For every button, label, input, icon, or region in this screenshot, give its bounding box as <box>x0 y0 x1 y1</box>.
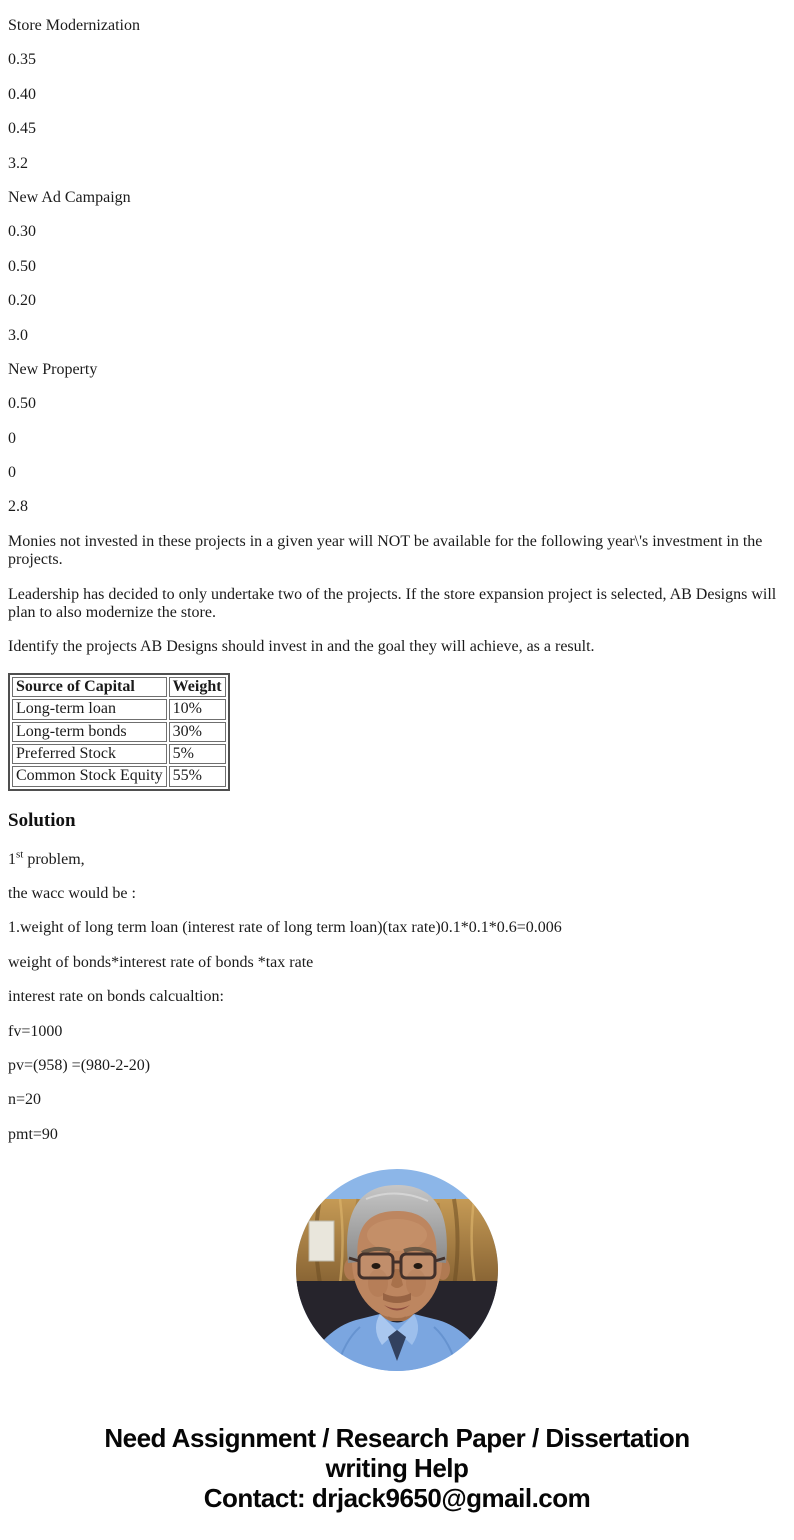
footer-banner <box>0 1423 794 1513</box>
solution-line: pmt=90 <box>8 1125 58 1143</box>
footer-line: Need Assignment / Research Paper / Dissertation <box>104 1423 690 1453</box>
value-line: New Property <box>8 360 98 378</box>
cell-weight: 10% <box>169 699 226 719</box>
paragraph-monies-note: Monies not invested in these projects in a given year will NOT be available for the following year\'s investment in the projects. <box>8 532 763 569</box>
value-line: 0.35 <box>8 51 36 69</box>
avatar <box>0 1169 794 1371</box>
value-line: 3.0 <box>8 326 28 344</box>
value-line: 0.45 <box>8 120 36 138</box>
cell-source: Common Stock Equity <box>12 766 167 786</box>
tutor-portrait-photo <box>296 1169 498 1371</box>
value-line: 0.30 <box>8 223 36 241</box>
paragraph-identify-task: Identify the projects AB Designs should invest in and the goal they will achieve, as a result. <box>8 638 595 656</box>
document-area <box>0 17 794 1141</box>
cell-weight: 55% <box>169 766 226 786</box>
solution-heading: Solution <box>8 809 76 831</box>
value-line: 3.2 <box>8 154 28 172</box>
value-line: 2.8 <box>8 498 28 516</box>
solution-line: 1.weight of long term loan (interest rate of long term loan)(tax rate)0.1*0.1*0.6=0.006 <box>8 919 562 937</box>
solution-line: pv=(958) =(980-2-20) <box>8 1056 151 1074</box>
solution-line: n=20 <box>8 1091 42 1109</box>
capital-weights-table <box>8 673 230 791</box>
cell-source: Long-term loan <box>12 699 167 719</box>
table-row <box>12 744 226 764</box>
footer-line: writing Help <box>325 1453 469 1483</box>
paragraph-leadership-note: Leadership has decided to only undertake two of the projects. If the store expansion project is selected, AB Designs will plan to also modernize the store. <box>8 585 777 622</box>
value-line: 0 <box>8 464 16 482</box>
solution-line: weight of bonds*interest rate of bonds *tax rate <box>8 953 314 971</box>
problem-label <box>8 848 786 869</box>
table-row <box>12 699 226 719</box>
value-line: New Ad Campaign <box>8 188 131 206</box>
table-row <box>12 722 226 742</box>
problem-label-text: problem, <box>23 850 85 868</box>
solution-line: fv=1000 <box>8 1022 63 1040</box>
problem-number: 1 <box>8 850 16 868</box>
footer-contact-email: Contact: drjack9650@gmail.com <box>203 1483 591 1513</box>
cell-source: Long-term bonds <box>12 722 167 742</box>
header-source-of-capital: Source of Capital <box>12 677 167 697</box>
solution-line: the wacc would be : <box>8 885 136 902</box>
cell-weight: 30% <box>169 722 226 742</box>
value-line: 0.50 <box>8 257 36 275</box>
value-line: 0.40 <box>8 85 36 103</box>
value-line: Store Modernization <box>8 17 140 34</box>
value-line: 0.20 <box>8 292 36 310</box>
header-weight: Weight <box>169 677 226 697</box>
solution-line: interest rate on bonds calcualtion: <box>8 988 224 1006</box>
cell-weight: 5% <box>169 744 226 764</box>
cell-source: Preferred Stock <box>12 744 167 764</box>
ordinal-suffix: st <box>16 848 24 861</box>
table-row <box>12 766 226 786</box>
value-line: 0.50 <box>8 395 36 413</box>
table-header-row <box>12 677 226 697</box>
value-line: 0 <box>8 429 16 447</box>
